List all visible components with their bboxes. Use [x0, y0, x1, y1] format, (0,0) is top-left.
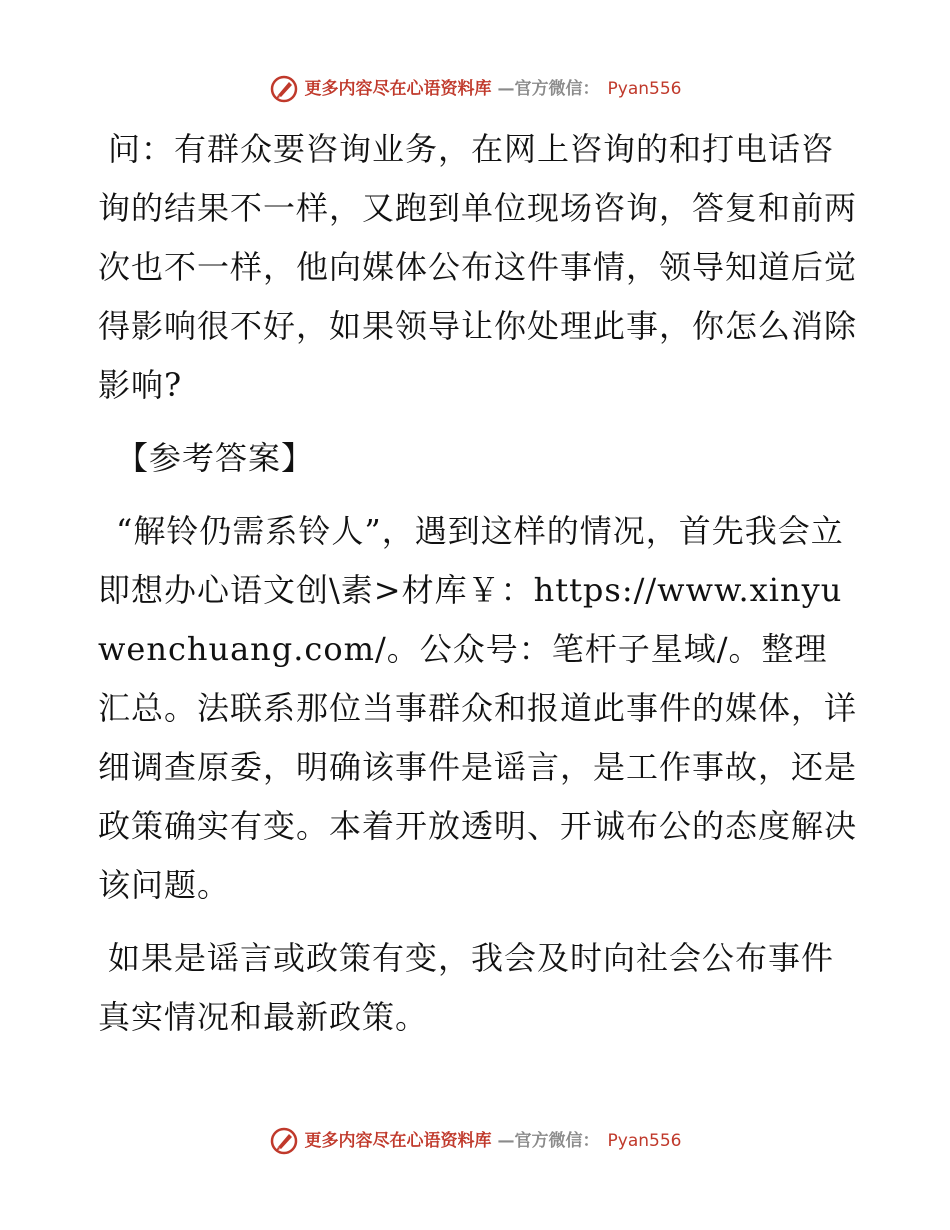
- brush-pen-logo-icon: [269, 74, 299, 104]
- footer-watermark: [0, 1126, 950, 1156]
- brush-pen-logo-icon: [269, 1126, 299, 1156]
- answer-paragraph: “解铃仍需系铃人”，遇到这样的情况，首先我会立即想办心语文创\素>材库￥：https://www.xinyuwenchuang.com/。公众号：笔杆子星域/。整理汇总。法联系那位当事群众和报道此事件的媒体，详细调查原委，明确该事件是谣言，是工作事故，还是政策确实有变。本着开放透明、开诚布公的态度解决该问题。: [98, 512, 858, 904]
- document-body: [98, 120, 858, 1047]
- watermark-wechat-label: —官方微信：: [497, 1131, 600, 1151]
- watermark-wechat-id: Pyan556: [607, 79, 682, 99]
- watermark-site-text: 更多内容尽在心语资料库: [304, 1131, 492, 1151]
- watermark-wechat-label: —官方微信：: [497, 79, 600, 99]
- header-watermark: [0, 74, 950, 104]
- watermark-site-text: 更多内容尽在心语资料库: [304, 79, 492, 99]
- answer-heading: 【参考答案】: [116, 439, 315, 477]
- closing-paragraph: 如果是谣言或政策有变，我会及时向社会公布事件真实情况和最新政策。: [98, 939, 835, 1036]
- watermark-wechat-id: Pyan556: [607, 1131, 682, 1151]
- question-paragraph: 问：有群众要咨询业务，在网上咨询的和打电话咨询的结果不一样，又跑到单位现场咨询，答复和前两次也不一样，他向媒体公布这件事情，领导知道后觉得影响很不好，如果领导让你处理此事，你怎么消除影响?: [98, 130, 858, 404]
